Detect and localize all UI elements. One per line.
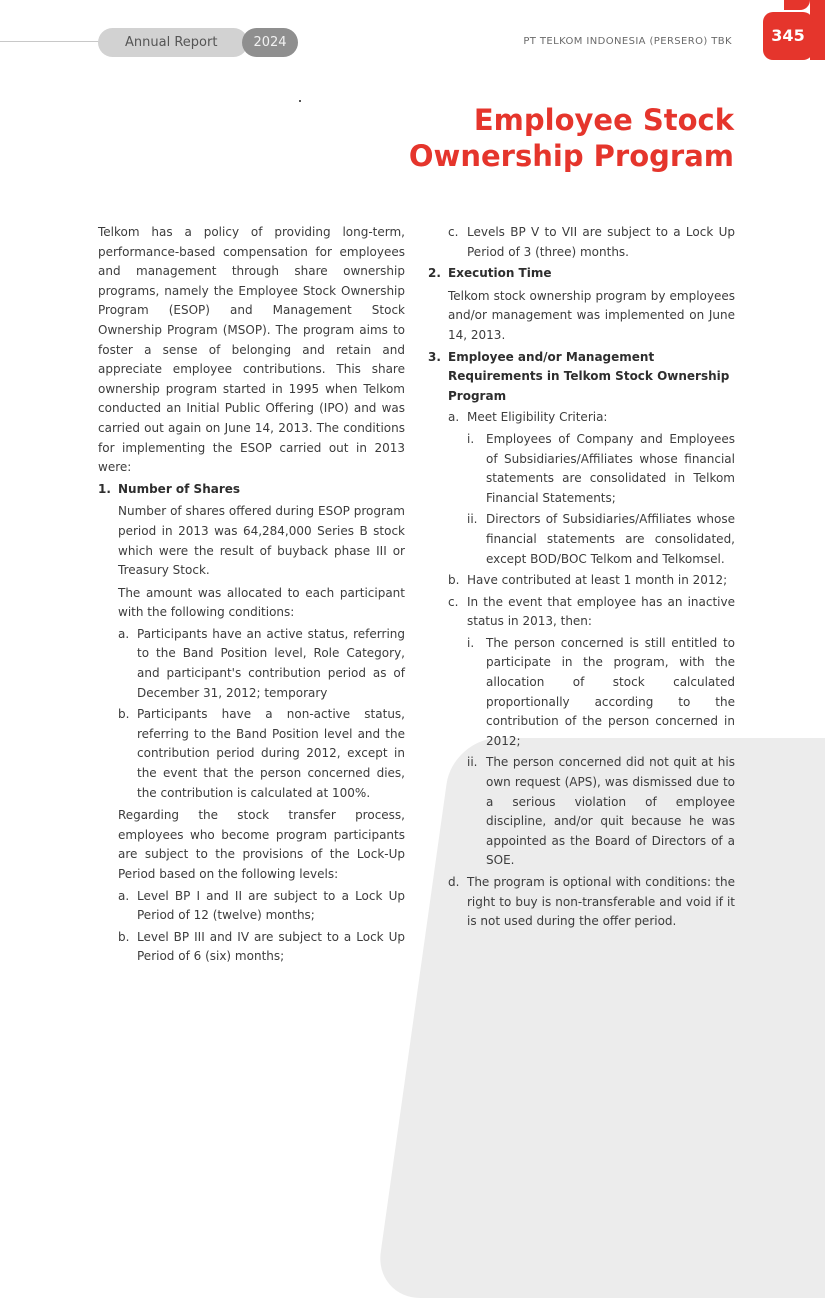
list-marker: a. <box>118 626 130 641</box>
section-1-continued <box>428 223 735 262</box>
section-1-heading <box>98 480 405 500</box>
section-number: 1. <box>98 481 111 496</box>
list-marker: a. <box>118 888 130 903</box>
list-item <box>448 873 735 932</box>
corner-accent <box>784 0 810 10</box>
list-item <box>118 625 405 703</box>
list-marker: i. <box>467 431 475 446</box>
section-number: 3. <box>428 349 441 364</box>
section-title: Employee and/or Management Requirements in Telkom Stock Ownership Program <box>448 349 730 403</box>
sublist-item <box>467 634 735 752</box>
intro-paragraph: Telkom has a policy of providing long-term, performance-based compensation for employees and management through share ownership programs, namely the Employee Stock Ownership Program (ESOP) and Management Stock Ownership Program (MSOP). The program aims to foster a sense of belonging and retain and appreciate employee contributions. This share ownership program started in 1995 when Telkom conducted an Initial Public Offering (IPO) and was carried out again on June 14, 2013. The conditions for implementing the ESOP carried out in 2013 were: <box>98 225 405 475</box>
sublist <box>448 430 735 569</box>
list-text: The person concerned is still entitled to participate in the program, with the allocation of stock calculated proportionally according to the contribution of the person concerned in 2012; <box>486 635 735 748</box>
list-item <box>448 408 735 428</box>
list-text: Participants have a non-active status, referring to the Band Position level and the contribution period during 2012, except in the event that the person concerned dies, the contribution is calculated at 100%. <box>137 707 405 800</box>
right-column <box>428 223 735 932</box>
sublist <box>448 634 735 871</box>
list-item <box>448 223 735 262</box>
left-column <box>98 223 405 967</box>
stray-dot <box>299 100 301 102</box>
header-rule <box>0 41 100 42</box>
list-marker: b. <box>118 707 130 722</box>
list-text: Level BP I and II are subject to a Lock Up Period of 12 (twelve) months; <box>137 888 405 923</box>
paragraph: Telkom stock ownership program by employees and/or management was implemented on June 14, 2013. <box>448 288 735 342</box>
list-text: In the event that employee has an inactive status in 2013, then: <box>467 594 735 629</box>
sublist-item <box>467 510 735 569</box>
list-text: Levels BP V to VII are subject to a Lock Up Period of 3 (three) months. <box>467 225 735 259</box>
list-marker: a. <box>448 410 460 425</box>
section-title: Number of Shares <box>118 481 241 496</box>
section-number: 2. <box>428 266 441 281</box>
list-text: Level BP III and IV are subject to a Lock Up Period of 6 (six) months; <box>137 929 405 964</box>
list-marker: ii. <box>467 755 478 770</box>
section-title: Execution Time <box>448 266 552 281</box>
list-item <box>118 887 405 926</box>
title-line-1: Employee Stock <box>473 103 734 137</box>
background-shape-edge <box>784 738 825 1138</box>
list-text: Directors of Subsidiaries/Affiliates whose financial statements are consolidated, except BOD/BOC Telkom and Telkomsel. <box>486 512 735 566</box>
list-item <box>448 593 735 632</box>
paragraph: Regarding the stock transfer process, employees who become program participants are subject to the provisions of the Lock-Up Period based on the following levels: <box>118 808 405 881</box>
list-marker: c. <box>448 594 459 609</box>
list-text: Meet Eligibility Criteria: <box>467 410 608 425</box>
list-item <box>448 571 735 591</box>
list-marker: b. <box>448 573 460 588</box>
list-marker: d. <box>448 875 460 889</box>
list-text: The program is optional with conditions: the right to buy is non-transferable and void if it is not used during the offer period. <box>467 875 735 929</box>
company-name: PT TELKOM INDONESIA (PERSERO) TBK <box>523 36 732 47</box>
section-1-body <box>98 502 405 967</box>
sublist-item <box>467 753 735 871</box>
title-line-2: Ownership Program <box>408 139 734 173</box>
sublist-item <box>467 430 735 508</box>
list-text: Participants have an active status, referring to the Band Position level, Role Category, and participant's contribution period as of December 31, 2012; temporary <box>137 626 405 700</box>
section-2-body <box>428 287 735 346</box>
annual-report-pill: Annual Report <box>98 28 248 57</box>
section-3-heading <box>428 348 735 407</box>
list-marker: ii. <box>467 512 478 527</box>
list-marker: b. <box>118 929 130 944</box>
section-2-heading <box>428 264 735 284</box>
list-text: The person concerned did not quit at his own request (APS), was dismissed due to a serious violation of employee discipline, and/or quit because he was appointed as the Board of Directors of a SOE. <box>486 755 735 868</box>
list-text: Have contributed at least 1 month in 2012; <box>467 573 728 588</box>
page-number: 345 <box>763 12 813 60</box>
list-marker: i. <box>467 635 475 650</box>
page-title <box>314 102 734 174</box>
list-item <box>118 928 405 967</box>
paragraph: Number of shares offered during ESOP program period in 2013 was 64,284,000 Series B stock which were the result of buyback phase III or Treasury Stock. <box>118 504 405 578</box>
section-3-body <box>428 408 735 931</box>
list-item <box>118 705 405 803</box>
list-marker: c. <box>448 225 459 239</box>
paragraph: The amount was allocated to each participant with the following conditions: <box>118 585 405 620</box>
list-text: Employees of Company and Employees of Subsidiaries/Affiliates whose financial statements are consolidated in Telkom Financial Statements; <box>486 431 735 505</box>
year-pill: 2024 <box>242 28 298 57</box>
